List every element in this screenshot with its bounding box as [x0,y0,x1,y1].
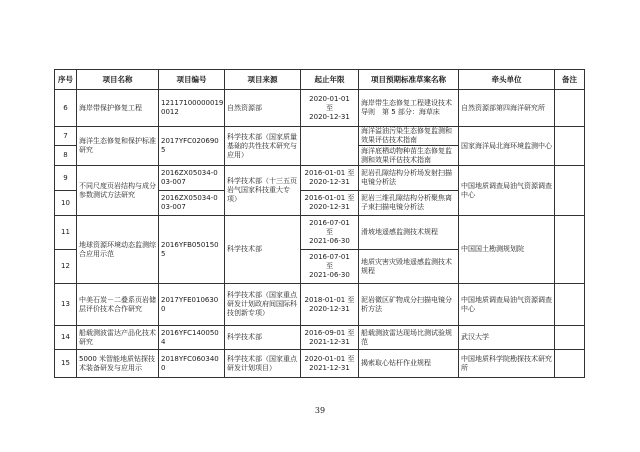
cell-project-name: 船载测波雷达产品化技术研究 [77,326,159,350]
cell-lead-unit: 国家海洋局北海环境监测中心 [459,127,555,166]
cell-remarks [555,326,585,350]
cell-period: 2016-01-01 至 2020-12-31 [301,166,359,191]
cell-standard-name: 海洋溢油污染生态修复监测和效果评估技术指南 [359,127,459,146]
cell-lead-unit: 中国地质调查局油气资源调查中心 [459,284,555,326]
cell-seq: 9 [55,166,77,191]
cell-project-code: 2016ZX05034-0 03-007 [159,191,225,216]
cell-seq: 12 [55,250,77,284]
cell-seq: 13 [55,284,77,326]
table-row [55,284,585,326]
cell-project-name: 5000 米智能地质钻探技术装备研发与应用示 [77,350,159,378]
cell-project-name: 海洋生态修复和保护标准研究 [77,127,159,166]
cell-standard-name: 揭索取心钻杆作业规程 [359,350,459,378]
header-seq: 序号 [55,70,77,90]
cell-project-source: 科学技术部 [225,216,301,284]
cell-seq: 6 [55,90,77,127]
cell-period: 2016-01-01 至 2020-12-31 [301,191,359,216]
table-row [55,216,585,250]
cell-remarks [555,350,585,378]
cell-project-name: 中美石炭－二叠系页岩储层评价技术合作研究 [77,284,159,326]
page-number: 39 [314,406,326,415]
header-standard-name: 项目预期标准草案名称 [359,70,459,90]
cell-seq: 14 [55,326,77,350]
cell-project-source: 科学技术部（国家重点研发计划政府间国际科技创新专项） [225,284,301,326]
cell-project-name: 不同尺度页岩结构与成分参数测试方法研究 [77,166,159,216]
cell-standard-name: 滑坡地遥感监测技术规程 [359,216,459,250]
cell-lead-unit: 中国地质科学院勘探技术研究所 [459,350,555,378]
cell-period: 2020-01-01 至 2021-12-31 [301,350,359,378]
cell-remarks [555,284,585,326]
cell-standard-name: 船载测波雷达现场比测试验规范 [359,326,459,350]
table-row [55,326,585,350]
cell-lead-unit: 自然资源部第四海洋研究所 [459,90,555,127]
cell-project-code: 2017YFE010630 0 [159,284,225,326]
cell-seq: 8 [55,146,77,166]
header-project-code: 项目编号 [159,70,225,90]
cell-period: 2020-01-01 至 2020-12-31 [301,90,359,127]
cell-seq: 11 [55,216,77,250]
cell-lead-unit: 中国地质调查局油气资源调查中心 [459,166,555,216]
cell-project-source: 科学技术部 [225,326,301,350]
cell-project-code: 2016YFC140050 4 [159,326,225,350]
cell-remarks [555,216,585,284]
cell-project-source: 科学技术部（十三五页岩气国家科技重大专项） [225,166,301,216]
cell-standard-name: 海洋底栖动物种苗生态修复监测和效果评估技术指南 [359,146,459,166]
header-project-source: 项目来源 [225,70,301,90]
project-table [54,69,585,378]
cell-period: 2016-07-01 至 2021-06-30 [301,216,359,250]
cell-project-code: 2016YFB050150 5 [159,216,225,284]
table-row [55,350,585,378]
cell-remarks [555,90,585,127]
header-project-name: 项目名称 [77,70,159,90]
cell-project-code: 2018YFC060340 0 [159,350,225,378]
cell-lead-unit: 武汉大学 [459,326,555,350]
cell-period: 2016-07-01 至 2021-06-30 [301,250,359,284]
cell-project-source: 科学技术部（国家质量基础的共性技术研究与应用） [225,127,301,166]
table-row [55,166,585,191]
cell-standard-name: 泥岩孔隙结构分析场发射扫描电镜分析法 [359,166,459,191]
header-remarks: 备注 [555,70,585,90]
cell-period: 2016-09-01 至 2021-12-31 [301,326,359,350]
cell-standard-name: 泥岩三维孔隙结构分析聚焦离子束扫描电镜分析法 [359,191,459,216]
cell-project-code: 2017YFC020690 5 [159,127,225,166]
cell-standard-name: 地质灾害灾毁地遥感监测技术规程 [359,250,459,284]
cell-period: 2018-01-01 至 2020-12-31 [301,284,359,326]
cell-seq: 15 [55,350,77,378]
table-row [55,127,585,146]
cell-seq: 10 [55,191,77,216]
table-header-row [55,70,585,90]
cell-project-code: 2016ZX05034-0 03-007 [159,166,225,191]
cell-project-name: 地球资源环境动态监测综合应用示范 [77,216,159,284]
cell-project-code: 12117100000019 0012 [159,90,225,127]
cell-standard-name: 海岸带生态修复工程建设技术导则 第 5 部分：海草床 [359,90,459,127]
table-row [55,90,585,127]
cell-project-source: 科学技术部（国家重点研发计划项目） [225,350,301,378]
header-period: 起止年限 [301,70,359,90]
cell-lead-unit: 中国国土勘测规划院 [459,216,555,284]
cell-seq: 7 [55,127,77,146]
header-lead-unit: 牵头单位 [459,70,555,90]
cell-project-source: 自然资源部 [225,90,301,127]
cell-remarks [555,166,585,216]
cell-remarks [555,127,585,166]
cell-period [301,127,359,166]
cell-standard-name: 泥岩微区矿物成分扫描电镜分析方法 [359,284,459,326]
cell-project-name: 海岸带保护修复工程 [77,90,159,127]
